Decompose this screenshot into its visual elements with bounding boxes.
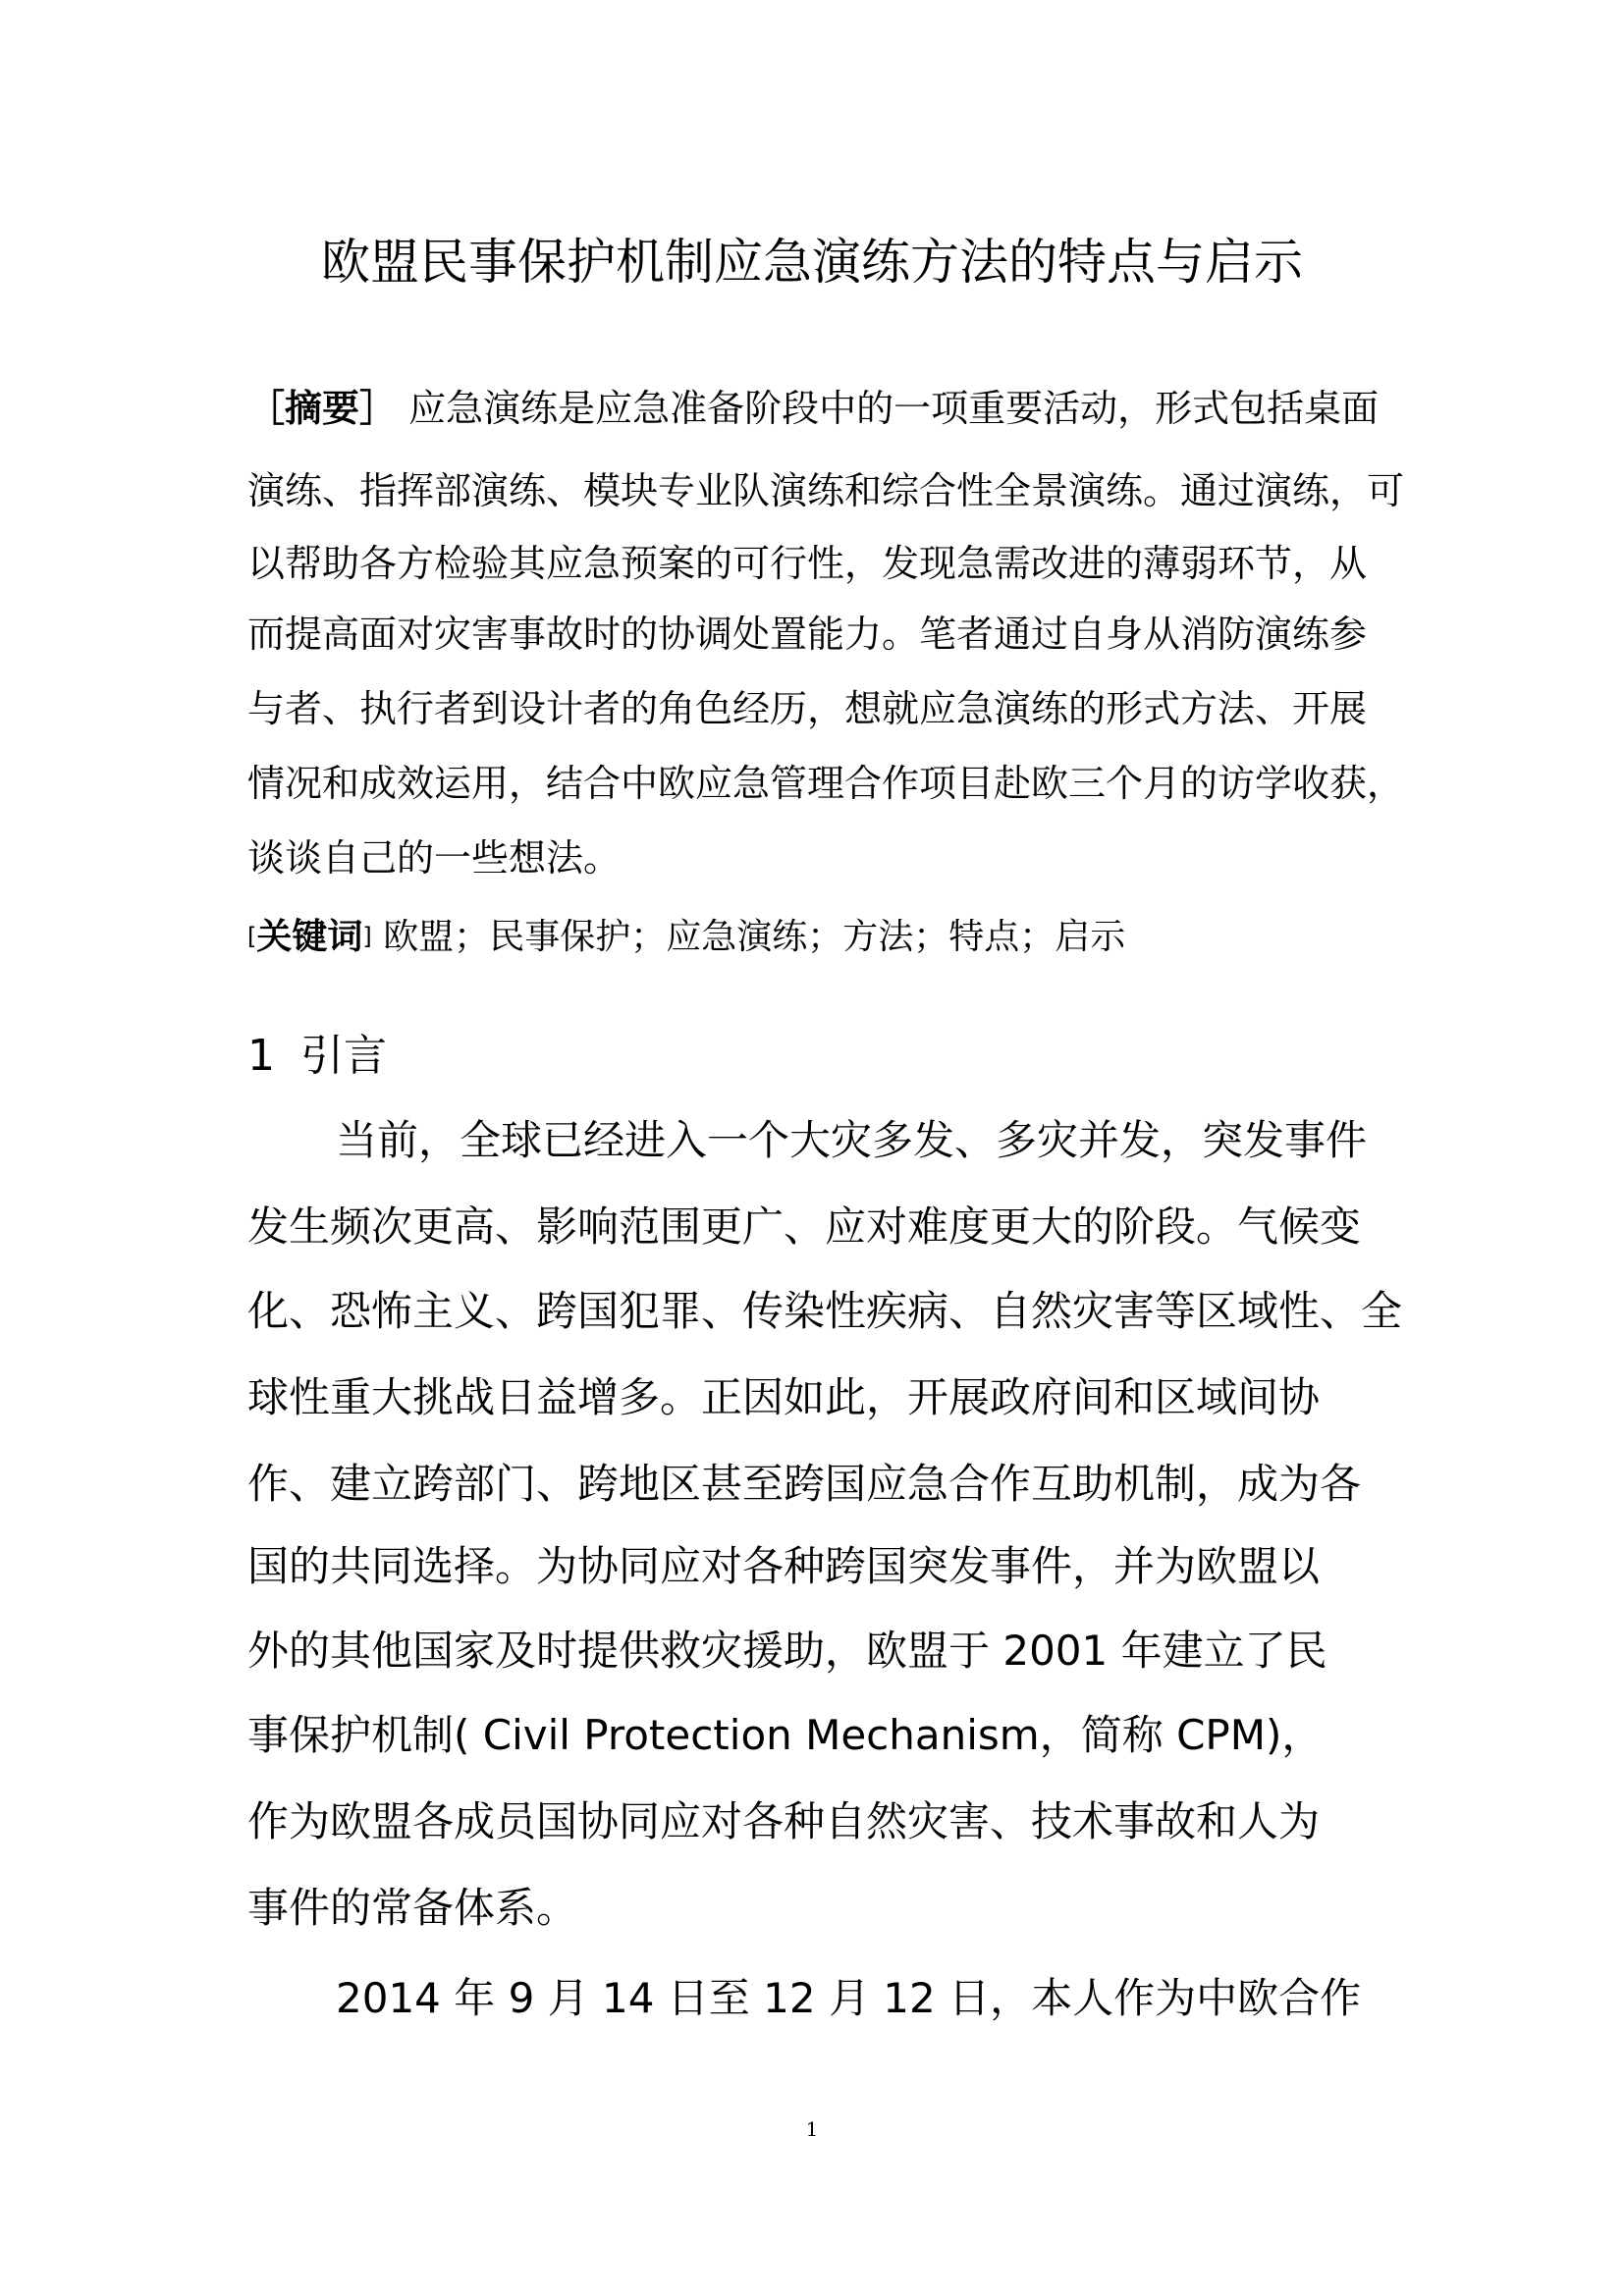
abstract-line-7: 谈谈自己的一些想法。 (247, 836, 622, 880)
body-line-9: 作为欧盟各成员国协同应对各种自然灾害、技术事故和人为 (247, 1797, 1321, 1845)
body-line-6: 国的共同选择。为协同应对各种跨国突发事件，并为欧盟以 (247, 1542, 1321, 1590)
keywords-text: 欧盟；民事保护；应急演练；方法；特点；启示 (383, 917, 1126, 957)
page-number: 1 (805, 2117, 819, 2141)
section-heading (247, 1025, 387, 1088)
body-line-8: 事保护机制( Civil Protection Mechanism，简称 CPM)， (247, 1711, 1324, 1759)
section-heading-text: 引言 (300, 1031, 387, 1081)
body-line-5: 作、建立跨部门、跨地区甚至跨国应急合作互助机制，成为各 (247, 1460, 1362, 1508)
body-line-4: 球性重大挑战日益增多。正因如此，开展政府间和区域间协 (247, 1373, 1321, 1421)
section-number: 1 (247, 1031, 275, 1081)
abstract-line-1 (247, 383, 1379, 434)
document-title: 欧盟民事保护机制应急演练方法的特点与启示 (321, 234, 1303, 291)
body-line-10: 事件的常备体系。 (247, 1884, 578, 1932)
body-line-11: 2014 年 9 月 14 日至 12 月 12 日，本人作为中欧合作 (336, 1974, 1362, 2022)
body-line-7: 外的其他国家及时提供救灾援助，欧盟于 2001 年建立了民 (247, 1627, 1327, 1675)
abstract-text: 应急演练是应急准备阶段中的一项重要活动，形式包括桌面 (408, 387, 1380, 430)
keywords-bracket-open: [ (247, 923, 257, 950)
keywords-bracket-close: ] (362, 923, 372, 950)
abstract-line-6: 情况和成效运用，结合中欧应急管理合作项目赴欧三个月的访学收获， (247, 762, 1405, 805)
abstract-line-3: 以帮助各方检验其应急预案的可行性，发现急需改进的薄弱环节，从 (247, 542, 1368, 585)
abstract-line-4: 而提高面对灾害事故时的协调处置能力。笔者通过自身从消防演练参 (247, 613, 1368, 656)
body-line-1: 当前，全球已经进入一个大灾多发、多灾并发，突发事件 (336, 1116, 1368, 1164)
body-line-2: 发生频次更高、影响范围更广、应对难度更大的阶段。气候变 (247, 1202, 1362, 1251)
abstract-label: ［摘要］ (247, 387, 398, 430)
abstract-line-2: 演练、指挥部演练、模块专业队演练和综合性全景演练。通过演练，可 (247, 469, 1405, 512)
body-line-3: 化、恐怖主义、跨国犯罪、传染性疾病、自然灾害等区域性、全 (247, 1287, 1403, 1335)
keywords-line (247, 911, 1125, 963)
abstract-line-5: 与者、执行者到设计者的角色经历，想就应急演练的形式方法、开展 (247, 687, 1368, 730)
keywords-label: 关键词 (256, 917, 363, 957)
